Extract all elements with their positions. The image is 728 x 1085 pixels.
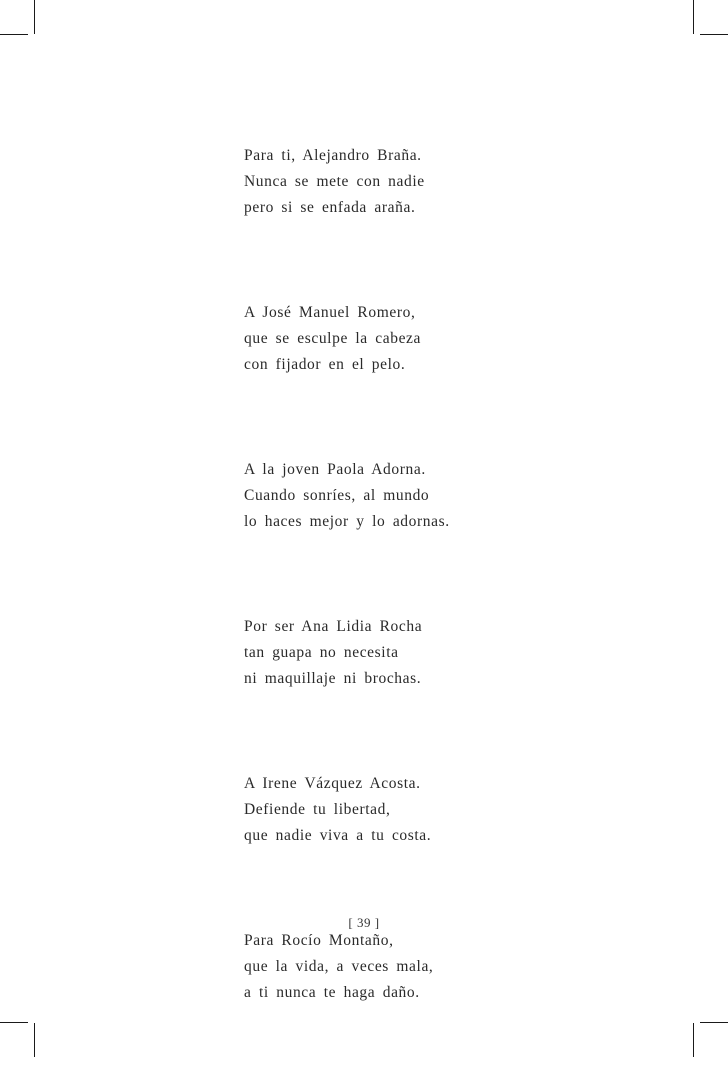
verse-line: que nadie viva a tu costa. xyxy=(244,827,432,844)
stanza xyxy=(244,300,544,378)
crop-mark-bottom-right-horizontal xyxy=(700,1022,728,1023)
verse-line: Defiende tu libertad, xyxy=(244,801,391,818)
verse-line: Nunca se mete con nadie xyxy=(244,173,425,190)
verse-line: A Irene Vázquez Acosta. xyxy=(244,775,421,792)
verse-line: que se esculpe la cabeza xyxy=(244,330,422,347)
stanza xyxy=(244,928,544,1006)
page-number: [ 39 ] xyxy=(348,915,380,930)
crop-mark-top-right-vertical xyxy=(693,0,694,34)
stanza xyxy=(244,614,544,692)
verse-line: Para Rocío Montaño, xyxy=(244,932,394,949)
verse-line: que la vida, a veces mala, xyxy=(244,958,434,975)
verse-line: Para ti, Alejandro Braña. xyxy=(244,147,422,164)
stanza xyxy=(244,457,544,535)
verse-line: pero si se enfada araña. xyxy=(244,199,416,216)
stanza xyxy=(244,771,544,849)
verse-line: tan guapa no necesita xyxy=(244,644,399,661)
verse-line: A José Manuel Romero, xyxy=(244,304,416,321)
verse-line: Cuando sonríes, al mundo xyxy=(244,487,430,504)
crop-mark-top-right-horizontal xyxy=(700,34,728,35)
crop-mark-bottom-left-vertical xyxy=(34,1023,35,1057)
stanza xyxy=(244,143,544,221)
crop-mark-bottom-right-vertical xyxy=(693,1023,694,1057)
poem-block xyxy=(244,143,544,1085)
verse-line: lo haces mejor y lo adornas. xyxy=(244,513,450,530)
verse-line: Por ser Ana Lidia Rocha xyxy=(244,618,423,635)
verse-line: a ti nunca te haga daño. xyxy=(244,984,420,1001)
verse-line: A la joven Paola Adorna. xyxy=(244,461,426,478)
crop-mark-top-left-horizontal xyxy=(0,34,28,35)
crop-mark-top-left-vertical xyxy=(34,0,35,34)
verse-line: ni maquillaje ni brochas. xyxy=(244,670,422,687)
crop-mark-bottom-left-horizontal xyxy=(0,1022,28,1023)
verse-line: con fijador en el pelo. xyxy=(244,356,406,373)
